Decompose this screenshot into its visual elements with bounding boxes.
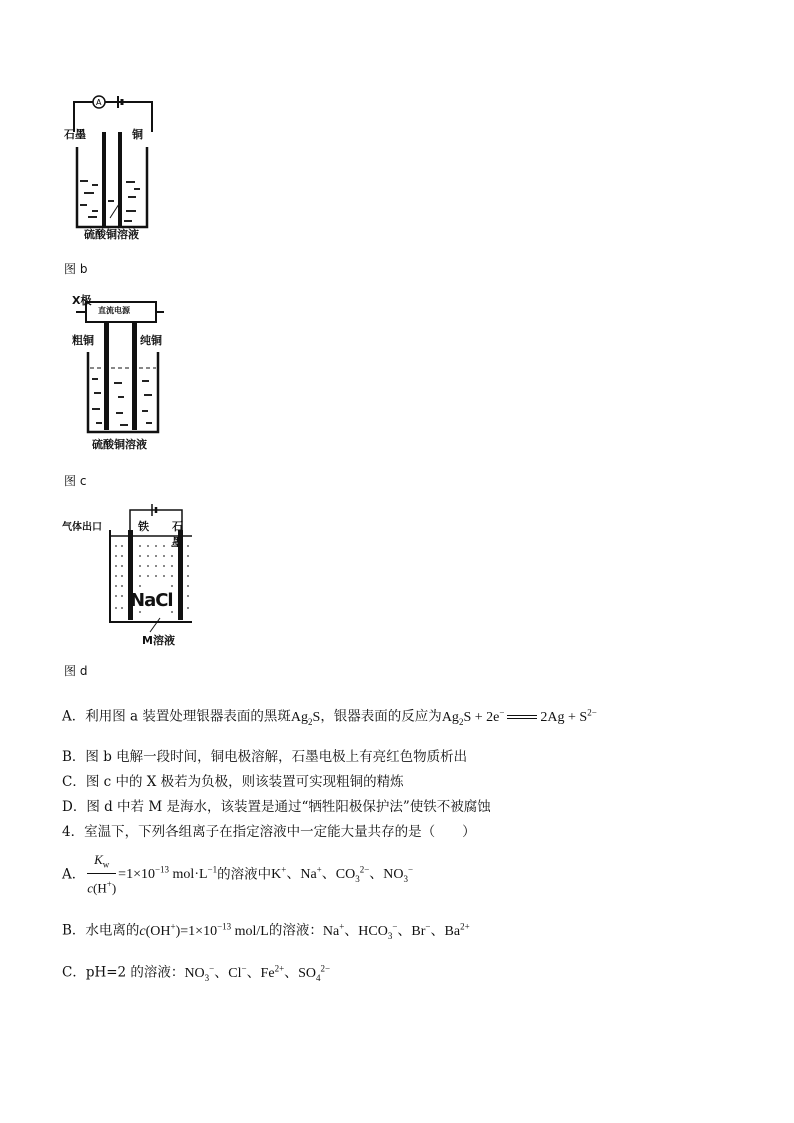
scribbled-nacl-text: NaCl xyxy=(130,590,173,611)
q4-option-c: C．pH=2 的溶液：$NO_3^-$、Cl−、$Fe^{2+}$、$SO_4^{2-}$ xyxy=(62,963,331,983)
figure-c xyxy=(62,292,172,452)
q4-option-a: A． $\frac{K_w}{c(H^+)}$ $=1\times 10^{-13}$ $mol\cdot L^{-1}$的溶液中K+、Na+、$CO_3^{2-}$、$NO_3^-$ xyxy=(62,852,413,898)
figure-b xyxy=(62,92,162,242)
kw-fraction: $\frac{K_w}{c(H^+)}$ xyxy=(87,852,117,895)
reaction-equation: $Ag_2S + 2e^-$ $2Ag + S^{2-}$ xyxy=(441,707,597,727)
q3-option-a: A．利用图 a 装置处理银器表面的黑斑$Ag_2S$，银器表面的反应为$Ag_2S + 2e^-$ $2Ag + S^{2-}$ xyxy=(62,707,597,727)
right-electrode-label: 铜 xyxy=(132,128,143,141)
figure-d xyxy=(62,500,192,650)
svg-text:A: A xyxy=(96,98,102,107)
gas-outlet-label: 气体出口 xyxy=(62,522,102,533)
solution-label: 硫酸铜溶液 xyxy=(92,438,147,451)
refining-cell-c-diagram xyxy=(62,292,172,452)
q3-option-b: B．图 b 电解一段时间，铜电极溶解，石墨电极上有亮红色物质析出 xyxy=(62,749,468,765)
right-electrode-label: 纯铜 xyxy=(140,334,162,347)
caption-figure-c: 图 c xyxy=(64,474,87,488)
q3-option-d: D．图 d 中若 M 是海水，该装置是通过“牺牲阳极保护法”使铁不被腐蚀 xyxy=(62,799,491,815)
left-electrode-label: 粗铜 xyxy=(72,334,94,347)
chem-ag2s: $Ag_2S$ xyxy=(290,709,321,727)
x-pole-label: X极 xyxy=(72,294,92,307)
solution-label: M溶液 xyxy=(142,634,175,647)
caption-figure-d: 图 d xyxy=(64,664,88,678)
caption-figure-b: 图 b xyxy=(64,262,88,276)
left-electrode-label: 石墨 xyxy=(64,128,86,141)
power-supply-label: 直流电源 xyxy=(98,306,130,315)
q4-stem: 4．室温下，下列各组离子在指定溶液中一定能大量共存的是（ ） xyxy=(62,824,476,840)
q4-option-b: B．水电离的$c(OH^+)=1\times 10^{-13}$ mol/L的溶液：Na+、$HCO_3^-$、Br−、$Ba^{2+}$ xyxy=(62,921,470,941)
graphite-electrode-label: 石墨 xyxy=(172,520,183,549)
iron-electrode-label: 铁 xyxy=(138,520,149,533)
solution-label: 硫酸铜溶液 xyxy=(84,228,139,241)
electrolysis-cell-b-diagram xyxy=(62,92,162,242)
q3-option-c: C．图 c 中的 X 极若为负极，则该装置可实现粗铜的精炼 xyxy=(62,774,404,790)
